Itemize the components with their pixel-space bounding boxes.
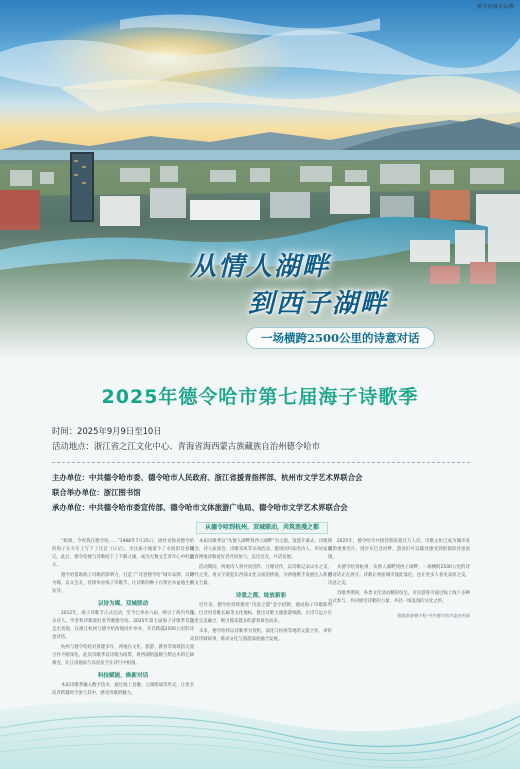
- paragraph: 近年来，德令哈持续擦亮“诗意之都”金字招牌，建成海子诗歌陈列馆、巴音河诗歌长廊等文化地标，推出诗歌主题旅游线路，让诗与远方在这里完美融合，吸引越来越多的游客慕名而来。: [190, 603, 332, 624]
- page-tag: 德令哈城市品牌: [476, 4, 514, 10]
- paragraph: 德令哈借助海子诗歌的影响力，打造了“诗意德令哈”城市品牌，以诗为媒，以文会友，持续举办海子诗歌节，让诗歌的种子在柴达木盆地生根发芽。: [52, 573, 194, 594]
- organizers: [52, 470, 492, 515]
- headline-line-2: 到西子湖畔: [248, 289, 389, 319]
- section-ribbon: 从德令哈到杭州，双城联动，共筑浪漫之都: [196, 522, 328, 534]
- paragraph: 从德令哈到杭州，从情人湖畔到西子湖畔，一场横跨2500公里的诗意对话正在展开。诗歌让两座城市彼此靠近，也让更多人看见高原之美、诗意之美。: [328, 565, 470, 586]
- paragraph: “姐姐，今夜我在德令哈……”1988年7月25日，途经青海省德令哈的海子在火车上写下了这首《日记》，为这座小城留下了永恒的诗意印记。此后，德令哈便与诗歌结下了不解之缘，成为无数文艺青年心中的远方。: [52, 539, 194, 568]
- article-column-2: [190, 538, 332, 646]
- undertakers: 承办单位：中共德令哈市委宣传部、德令哈市文体旅游广电局、德令哈市文学艺术界联合会: [52, 503, 348, 512]
- event-title: 2025年德令哈市第七届海子诗歌季: [101, 386, 419, 408]
- paragraph: 本届诗歌季融入数字技术，通过线上直播、云端朗诵等形式，让更多读者跨越时空参与其中，感受诗歌的魅力。: [52, 683, 194, 696]
- paragraph: 本届诗歌季以“从情人湖畔到西子湖畔”为主题，设置开幕式、诗歌朗诵会、诗人座谈会、诗歌采风等多项活动，邀请国内知名诗人、评论家及浙青两地诗歌爱好者共同参与，以诗会友，共话发展。: [190, 539, 332, 560]
- source-credit: 数据来源德令哈·中共德令哈市委宣传部: [397, 613, 470, 618]
- paragraph: 诗歌季期间，各类文化活动精彩纷呈，市民游客可通过线上线下多种方式参与，共同感受诗歌的力量，共赴一场浪漫的文化之约。: [328, 591, 470, 604]
- co-host: 联合举办单位：浙江图书馆: [52, 488, 141, 497]
- divider: [52, 462, 470, 463]
- event-time: 时间：2025年9月9日至10日: [52, 426, 162, 436]
- paragraph: 2012年，海子诗歌节正式启动，至今已举办六届，吸引了海内外众多诗人、学者和诗歌爱好者齐聚德令哈。2025年第七届海子诗歌季首次走出青海，在浙江杭州与德令哈两地同步举办，开启跨越2500公里的诗意对话。: [52, 611, 194, 640]
- section-heading: 诗意之都，绽放新彩: [235, 593, 287, 599]
- decorative-wave: [0, 650, 520, 769]
- paragraph: 活动期间，两地诗人将共同创作、互赠诗作，以诗歌记录山水之美、时代之变，用文字架起东西部文化交流的桥梁，为两地携手发展注入新的人文力量。: [190, 565, 332, 586]
- section-heading: 以诗为媒，双城联动: [97, 601, 149, 607]
- paragraph: 2025年，德令哈市共接待游客超百万人次，诗歌文化已成为城市发展的重要名片。漫步在巴音河畔，游客们可以随处感受到浓郁的诗意氛围。: [328, 539, 470, 560]
- section-heading: 科技赋能，焕新对话: [97, 673, 149, 679]
- event-venue: 活动地点：浙江省之江文化中心、青海省海西蒙古族藏族自治州德令哈市: [52, 441, 320, 451]
- headline-line-1: 从情人湖畔: [190, 252, 331, 282]
- hosts: 主办单位：中共德令哈市委、德令哈市人民政府、浙江省援青指挥部、杭州市文学艺术界联合会: [52, 473, 363, 482]
- paragraph: 杭州与德令哈结对援建多年，两地在文化、旅游、教育等领域的交流合作不断深化。此次诗歌季以诗歌为纽带，将西湖的温婉与柴达木的辽阔相连，让江南烟雨与高原星空在诗行中相遇。: [52, 645, 194, 666]
- headline-subtitle: 一场横跨2500公里的诗意对话: [246, 327, 435, 349]
- article-column-3: [328, 538, 470, 622]
- event-info: [52, 424, 492, 454]
- paragraph: 未来，德令哈将以诗歌季为契机，深化与杭州等地的文旅合作，讲好高原诗城故事，推动文化与旅游深度融合发展。: [190, 629, 332, 642]
